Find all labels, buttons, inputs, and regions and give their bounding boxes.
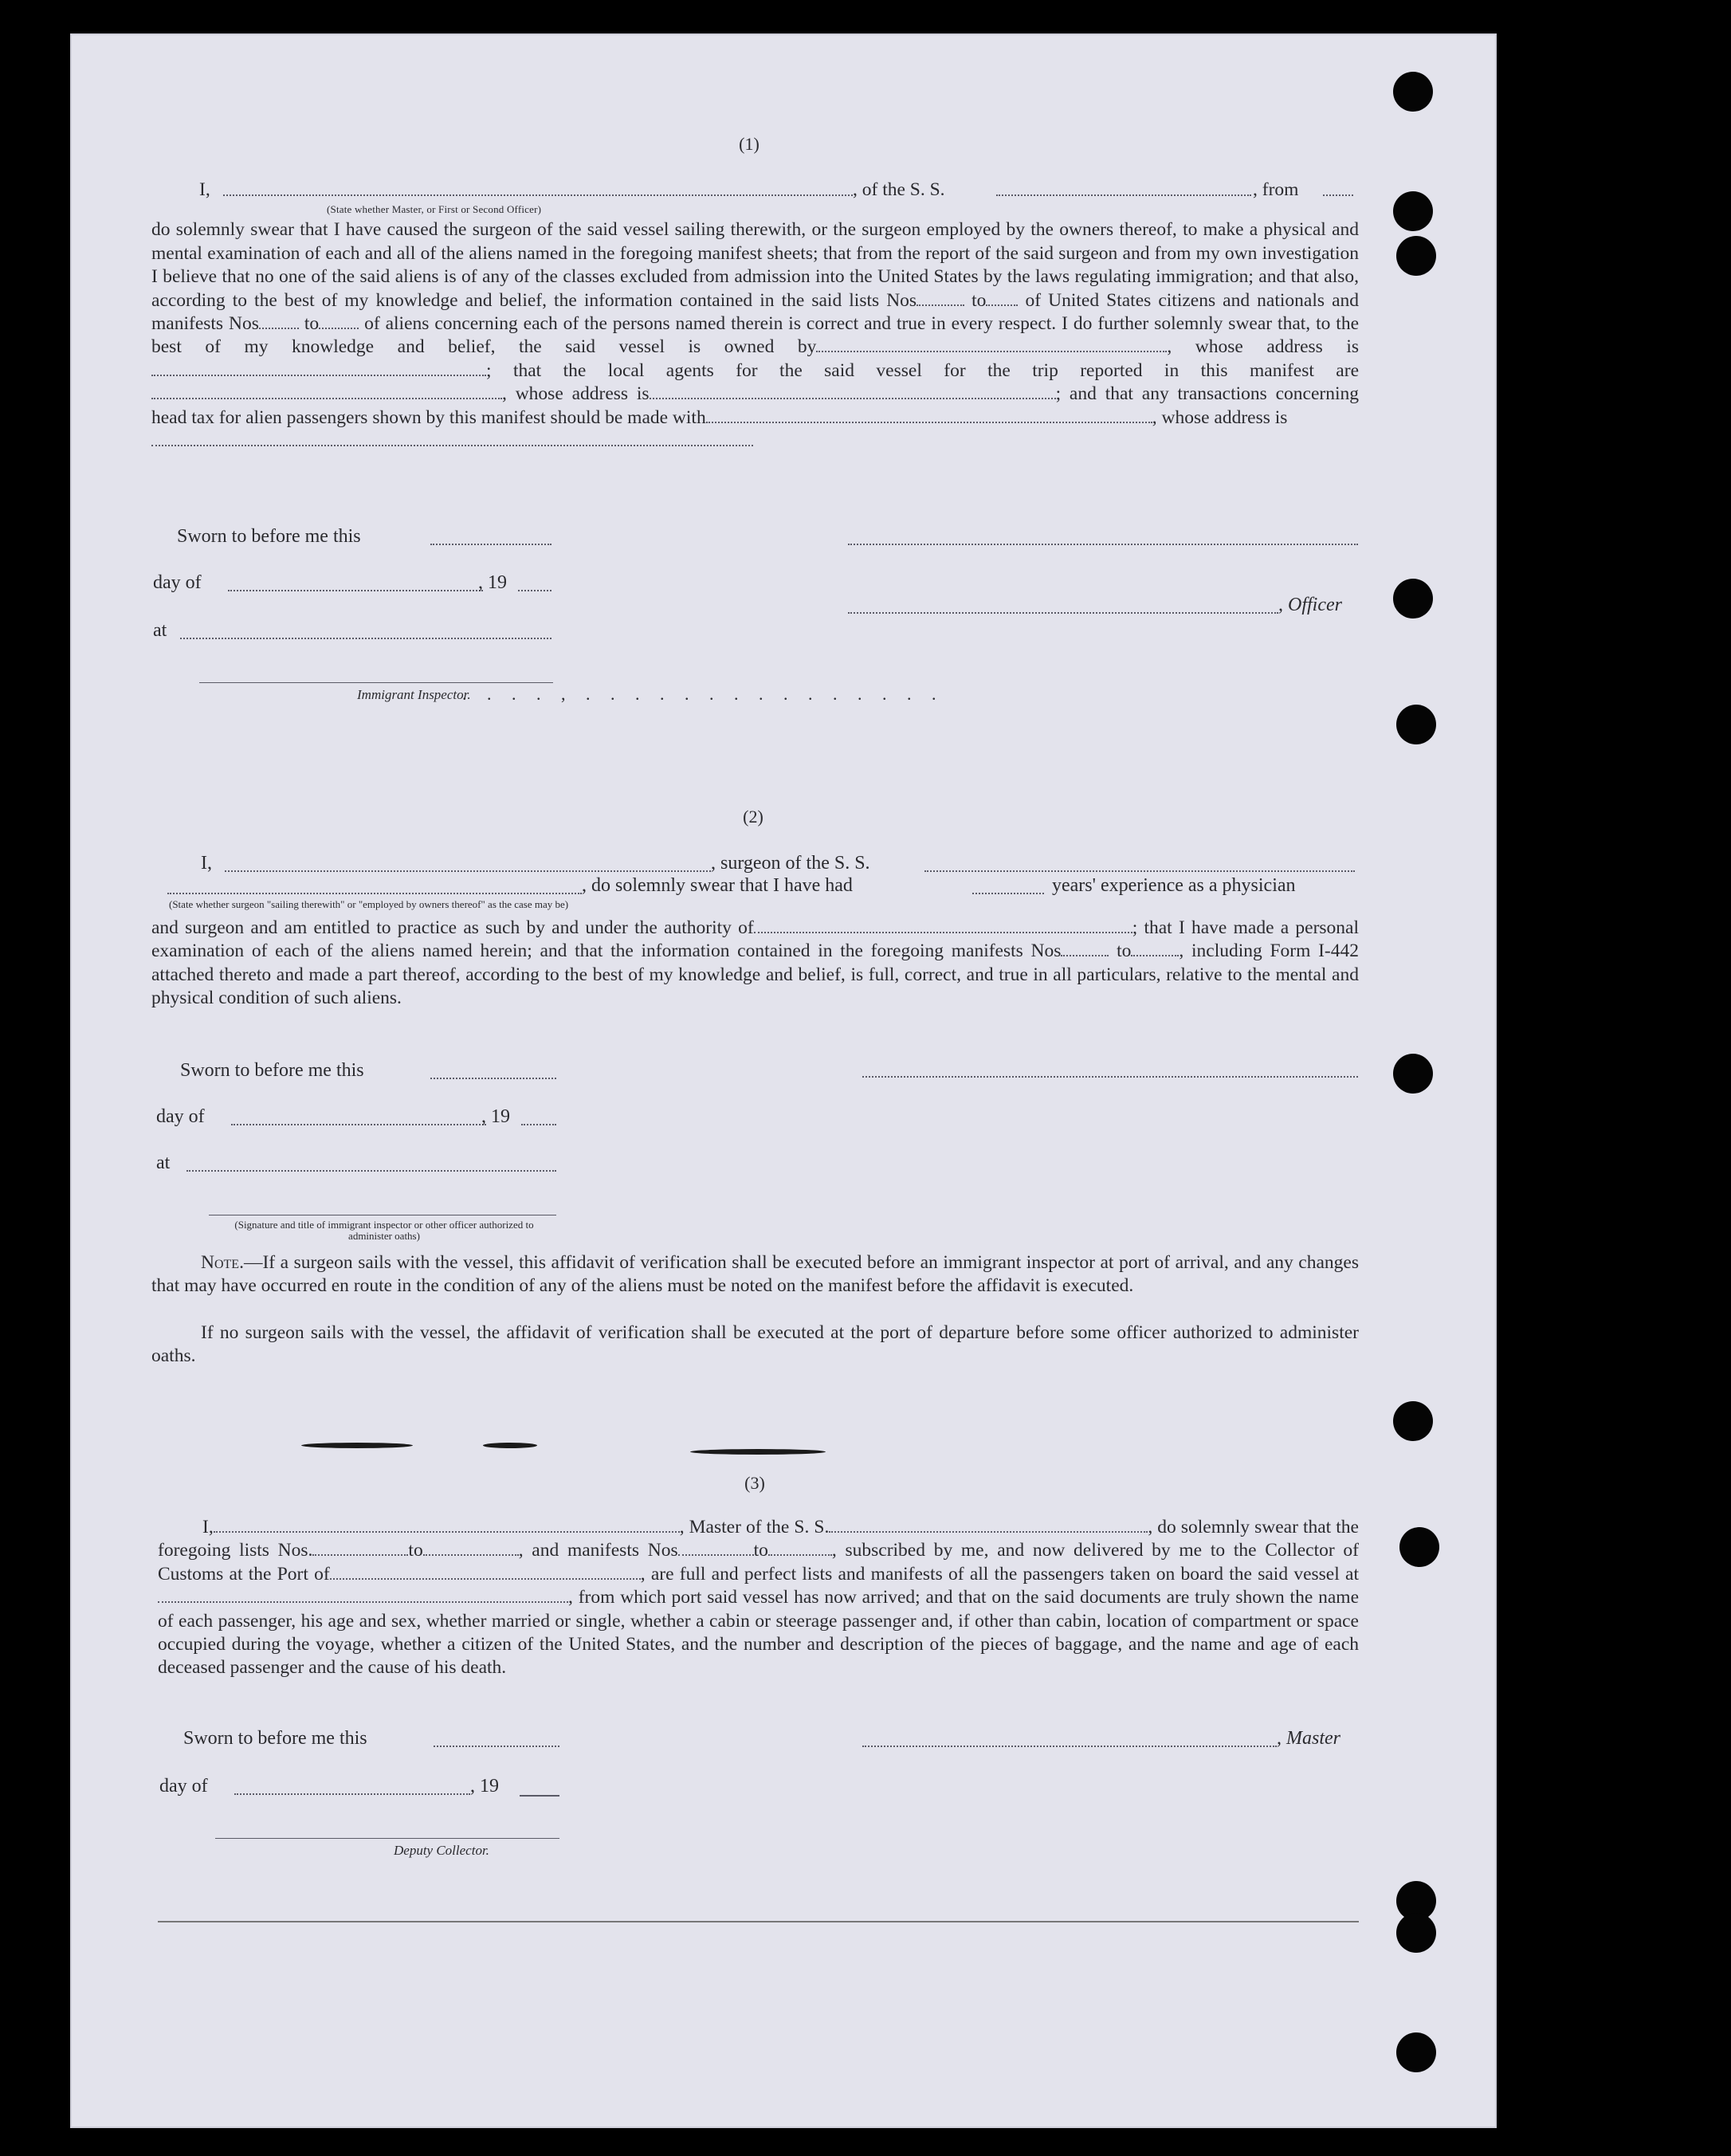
note-paragraph: Note.—If a surgeon sails with the vessel, this affidavit of verification shall be executed before an immigrant inspector at port of arrival, and any changes that may have occurred en route in the condition of any of the aliens must be noted on the manifest before the affidavit is executed. bbox=[151, 1252, 1359, 1297]
punch-hole bbox=[1393, 191, 1433, 231]
master-label: , Master bbox=[1277, 1728, 1340, 1749]
surgeon-hint: (State whether surgeon "sailing therewith" or "employed by owners thereof" as the case may be) bbox=[169, 898, 569, 910]
inspector-caption-2: (Signature and title of immigrant inspector or other officer authorized to administer oaths) bbox=[234, 1219, 534, 1242]
section-1-paragraph: do solemnly swear that I have caused the surgeon of the said vessel sailing therewith, or the surgeon employed by the owners thereof, to make a physical and mental examination of each and all of the aliens named in the foregoing manifest sheets; that from the report of the said surgeon and from my own investigation I believe that no one of the said aliens is of any of the classes excluded from admission into the United States by the laws regulating immigration; and that also, according to the best of my knowledge and belief, the information contained in the said lists Nos to of United States citizens and nationals and manifests Nos to of aliens concerning each of the persons named therein is correct and true in every respect. I do further solemnly swear that, to the best of my knowledge and belief, the said vessel is owned by , whose address is; that the local agents for the said vessel for the trip reported in this manifest are, whose address is ; and that any transactions concerning head tax for alien passengers shown by this manifest should be made with , whose address is bbox=[151, 219, 1360, 428]
section-1-number: (1) bbox=[739, 134, 760, 154]
bottom-rule bbox=[158, 1921, 1359, 1922]
at-line-2 bbox=[186, 1170, 556, 1172]
punch-hole bbox=[1396, 2032, 1436, 2072]
section-2-years: years' experience as a physician bbox=[1052, 875, 1296, 896]
section-3-paragraph: I, , Master of the S. S. , do solemnly swear that the foregoing lists Nos. to , and manifests Nos to , subscribed by me, and now delivered by me to the Collector of Customs at the Port of , are full and perfect lists and manifests of all the passengers taken on board the said vessel at, from which port said vessel has now arrived; and that on the said documents are truly shown the name of each passenger, his age and sex, whether married or single, whether a cabin or steerage passenger and, if other than cabin, location of compartment or space occupied during the voyage, whether a citizen of the United States, and the number and description of the pieces of baggage, and the name and age of each deceased passenger and the cause of his death. bbox=[158, 1517, 1359, 1679]
day-of-label-1: day of bbox=[153, 572, 202, 593]
address-continuation-line bbox=[151, 445, 753, 446]
year-label-1: , 19 bbox=[478, 572, 507, 593]
ink-smudge bbox=[690, 1449, 826, 1455]
punch-hole bbox=[1393, 72, 1433, 112]
punch-hole bbox=[1396, 236, 1436, 276]
officer-signature-line-top bbox=[848, 544, 1358, 545]
at-line-1 bbox=[180, 638, 551, 639]
at-label-2: at bbox=[156, 1153, 171, 1173]
punch-hole bbox=[1393, 579, 1433, 619]
sworn-line-2 bbox=[430, 1078, 556, 1079]
day-line-2 bbox=[231, 1124, 486, 1125]
officer-signature-line bbox=[848, 612, 1278, 614]
officer-label: , Officer bbox=[1278, 595, 1342, 615]
day-of-label-3: day of bbox=[159, 1776, 208, 1797]
surgeon-signature-line bbox=[862, 1076, 1358, 1078]
note-paragraph-2: If no surgeon sails with the vessel, the affidavit of verification shall be executed at the port of departure before some officer authorized to administer oaths. bbox=[151, 1322, 1359, 1367]
sworn-label-1: Sworn to before me this bbox=[177, 526, 361, 547]
sworn-label-3: Sworn to before me this bbox=[183, 1728, 367, 1749]
sworn-line-1 bbox=[430, 544, 551, 545]
year-label-2: , 19 bbox=[481, 1106, 510, 1127]
day-line-3 bbox=[234, 1793, 470, 1795]
surgeon-name-line bbox=[225, 870, 711, 872]
day-line-1 bbox=[228, 590, 483, 591]
section-2-paragraph: and surgeon and am entitled to practice as such by and under the authority of ; that I have made a personal examination of each of the aliens named herein; and that the information contained in the foregoing manifests Nos to , including Form I-442 attached thereto and made a part thereof, according to the best of my knowledge and belief, is full, correct, and true in all particulars, relative to the mental and physical condition of such aliens. bbox=[151, 917, 1360, 1009]
punch-hole bbox=[1396, 1913, 1436, 1953]
section-2-swear: , do solemnly swear that I have had bbox=[582, 875, 853, 896]
years-line bbox=[972, 893, 1044, 894]
punch-hole bbox=[1393, 1401, 1433, 1441]
inspector-dots: . . . . , . . . . . . . . . . . . . . . bbox=[462, 684, 944, 704]
section-1-text bbox=[151, 179, 1359, 453]
ink-smudge bbox=[301, 1443, 413, 1448]
sworn-label-2: Sworn to before me this bbox=[180, 1060, 364, 1081]
year-line-1 bbox=[518, 590, 551, 591]
section-2-i: I, bbox=[201, 853, 212, 874]
section-3-number: (3) bbox=[744, 1473, 765, 1493]
at-label-1: at bbox=[153, 620, 167, 641]
deputy-signature-line bbox=[215, 1838, 559, 1839]
punch-hole bbox=[1396, 705, 1436, 744]
surgeon-of-label: , surgeon of the S. S. bbox=[711, 853, 870, 874]
punch-hole bbox=[1393, 1054, 1433, 1094]
officer-hint: (State whether Master, or First or Second Officer) bbox=[327, 203, 542, 215]
year-line-2 bbox=[521, 1124, 556, 1125]
punch-hole bbox=[1399, 1527, 1439, 1567]
surgeon-status-line bbox=[167, 893, 582, 894]
master-signature-line bbox=[862, 1746, 1277, 1747]
note-label: Note. bbox=[201, 1252, 244, 1273]
surgeon-ship-line bbox=[924, 870, 1355, 872]
inspector-line bbox=[199, 682, 553, 683]
inspector-caption: Immigrant Inspector. bbox=[357, 687, 471, 702]
sworn-line-3 bbox=[434, 1746, 559, 1747]
ink-smudge bbox=[483, 1443, 537, 1448]
section-2-number: (2) bbox=[743, 807, 763, 827]
deputy-caption: Deputy Collector. bbox=[394, 1843, 489, 1858]
year-label-3: , 19 bbox=[470, 1776, 499, 1797]
section-1-line-1: I, , of the S. S. , from bbox=[151, 179, 1359, 202]
year-line-3 bbox=[520, 1795, 559, 1797]
day-of-label-2: day of bbox=[156, 1106, 205, 1127]
